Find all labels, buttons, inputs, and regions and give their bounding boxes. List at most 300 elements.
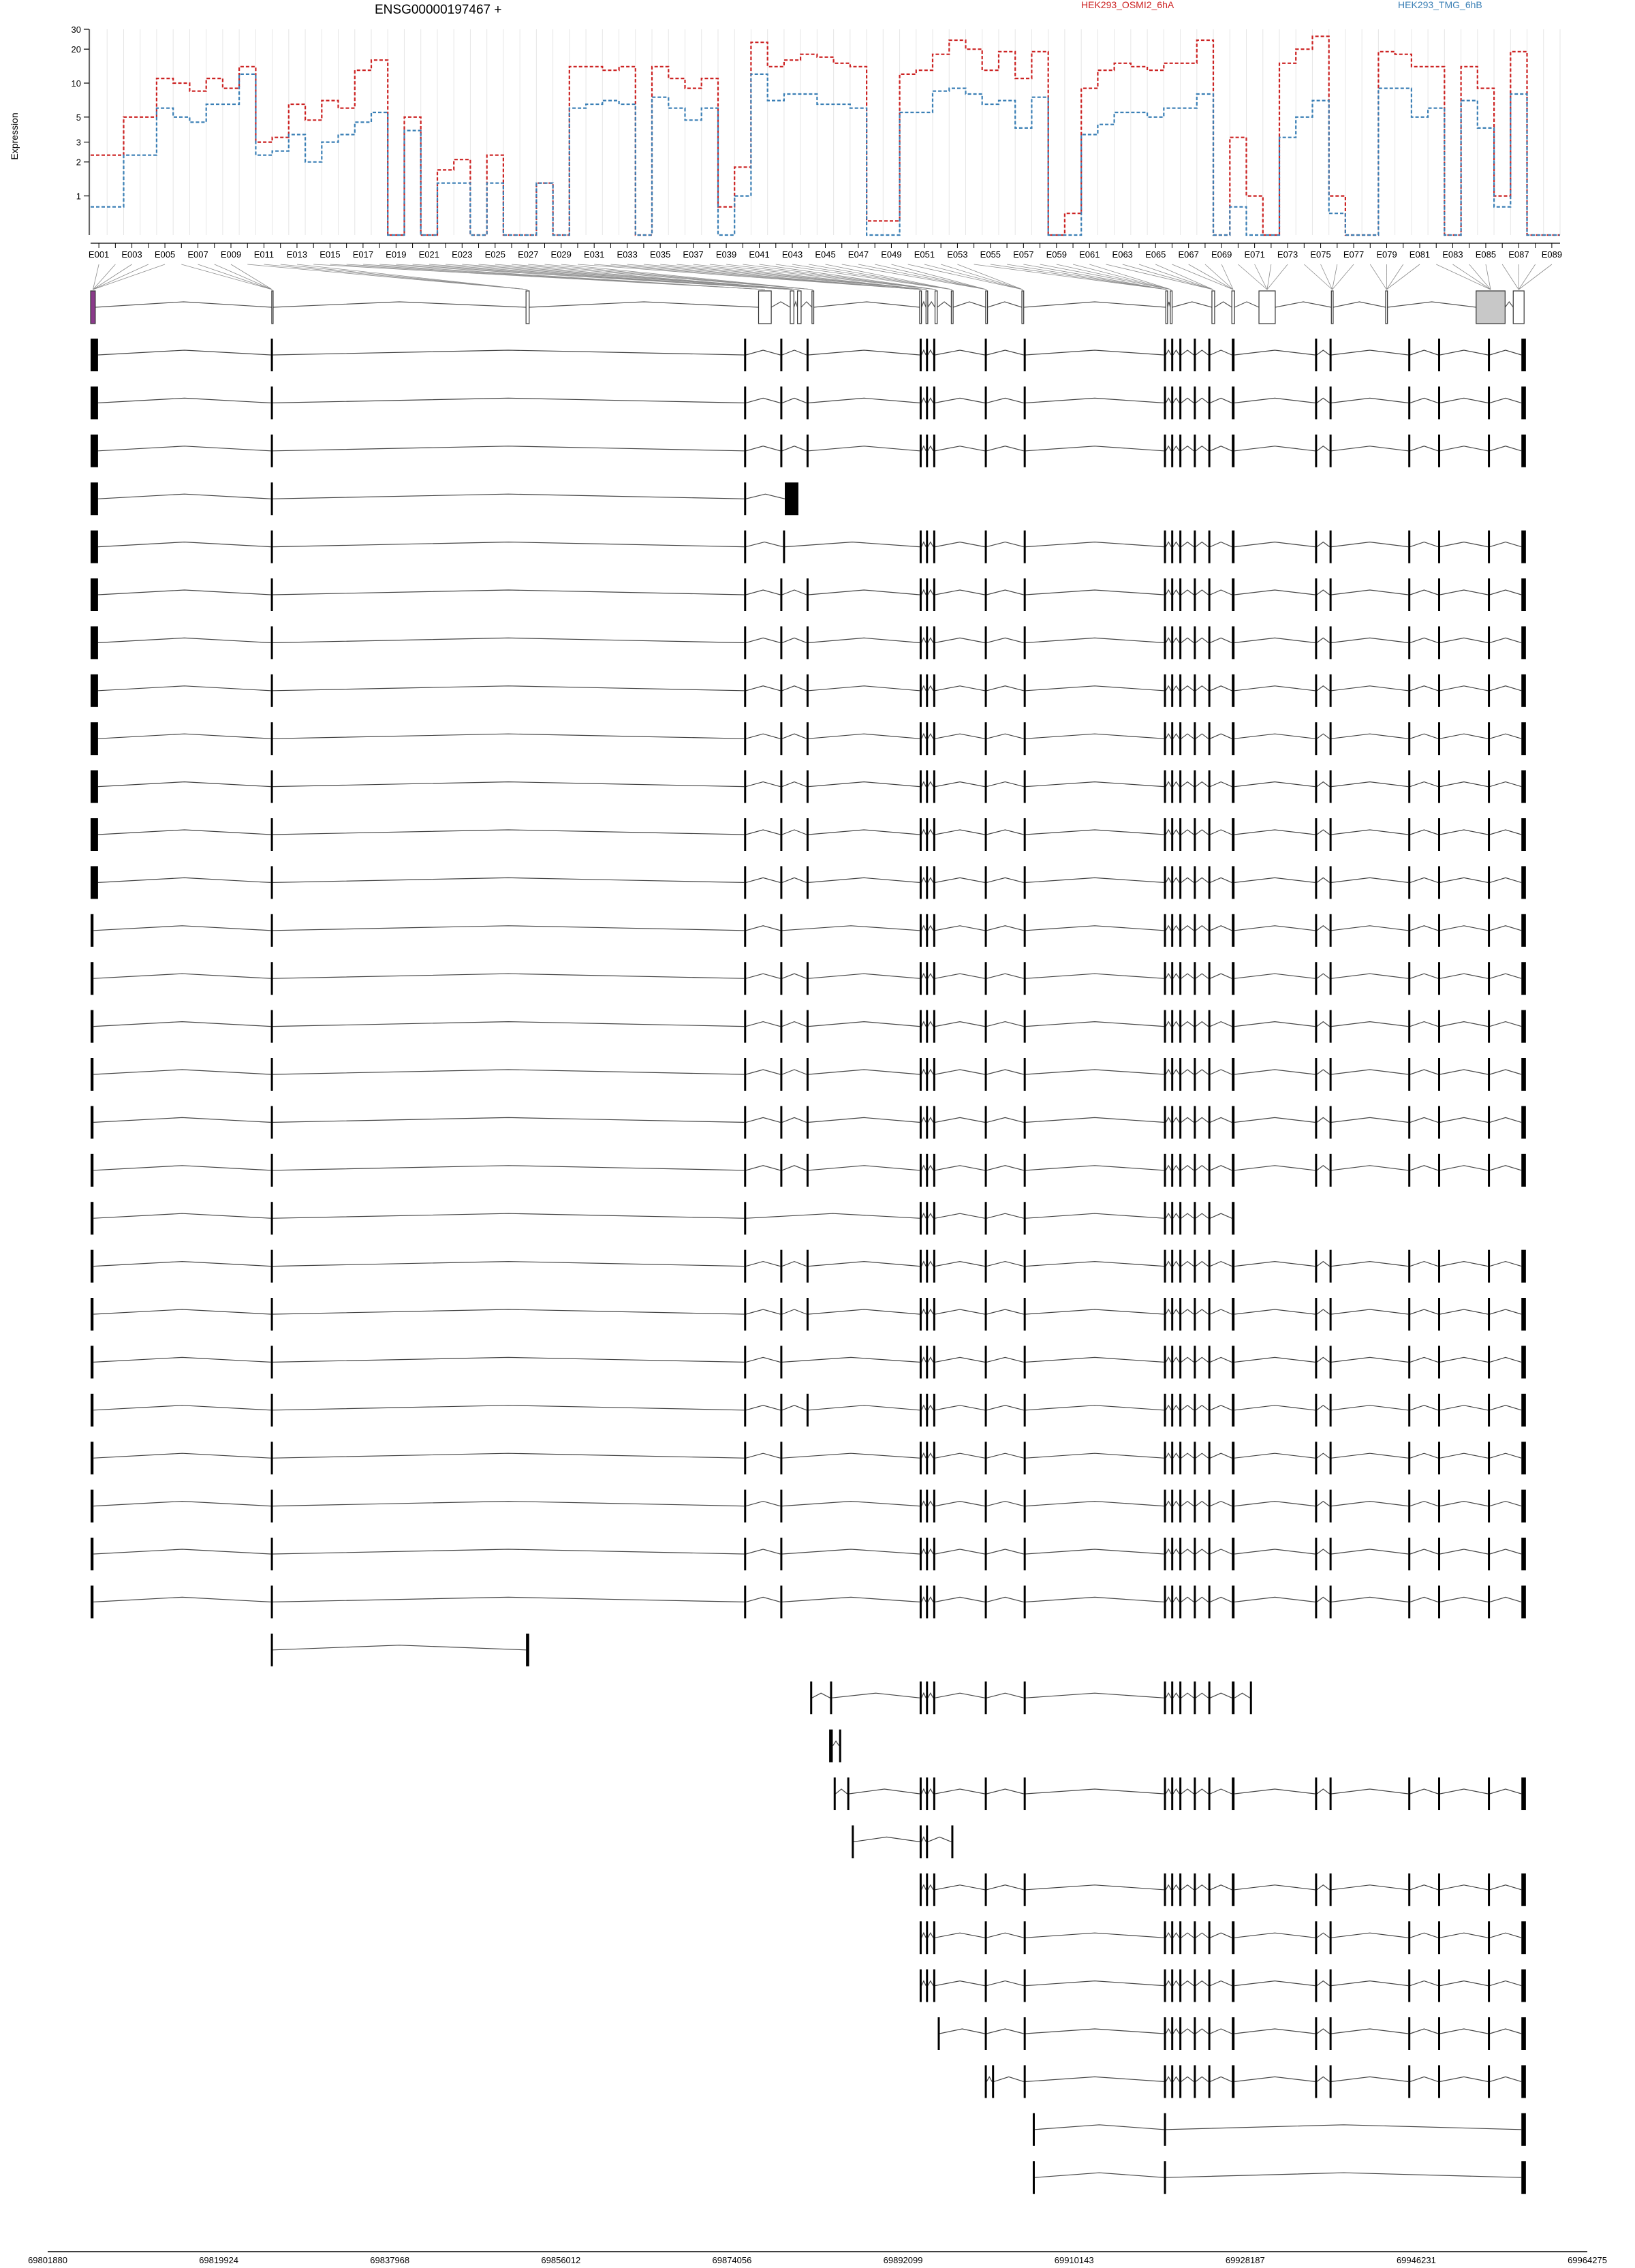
x-tick-label: E035 [649,249,671,260]
exon-block [91,1250,93,1283]
exon-block [1024,866,1026,899]
exon-block [807,1154,809,1187]
exon-block [1209,818,1211,851]
exon-block [920,674,922,707]
intron-line [98,398,271,403]
x-tick-label: E031 [584,249,605,260]
exon-block [926,1681,928,1714]
intron-line [922,1070,926,1074]
exon-block [1315,339,1317,371]
model-intron [794,302,797,307]
intron-line [746,974,780,978]
intron-line [986,1549,1023,1554]
model-intron [937,302,952,307]
intron-line [1317,446,1330,451]
intron-line [1210,1022,1232,1027]
y-tick-label: 3 [76,137,81,148]
transcript-row [920,1874,1526,1906]
intron-line [928,1885,933,1890]
intron-line [922,638,926,642]
exon-block [933,1298,935,1331]
exon-block [1194,866,1196,899]
intron-line [1210,638,1232,642]
exon-block [1315,386,1317,419]
exon-block [926,914,928,947]
exon-block [271,722,273,755]
exon-block [1209,962,1211,995]
transcript-row [91,771,1526,803]
exon-block [985,1394,987,1427]
exon-block [920,1777,922,1810]
x-tick-label: E073 [1277,249,1298,260]
exon-block [744,771,746,803]
intron-line [1490,1789,1521,1794]
exon-block [744,722,746,755]
exon-block [744,531,746,563]
exon-block [1232,1681,1234,1714]
exon-block [1521,1921,1526,1954]
intron-line [1234,1933,1315,1938]
exon-block [1179,1106,1181,1138]
intron-line [1196,877,1209,882]
exon-block [91,818,98,851]
intron-line [98,494,271,499]
intron-line [782,1597,920,1602]
exon-block [1438,1346,1440,1378]
transcript-row [91,1585,1526,1618]
exon-block [271,531,273,563]
intron-line [1331,590,1408,595]
intron-line [928,350,933,355]
x-tick-label: E061 [1079,249,1100,260]
transcript-row [91,339,1526,371]
intron-line [1196,542,1209,547]
exon-block [1315,2017,1317,2050]
exon-block [91,531,98,563]
intron-line [1173,1166,1179,1170]
intron-line [1166,2029,1171,2034]
intron-line [1025,926,1164,931]
intron-line [1440,926,1488,931]
intron-line [1181,1693,1194,1698]
exon-block [1209,1874,1211,1906]
intron-line [1166,1693,1171,1698]
exon-block [920,435,922,467]
intron-line [832,1741,839,1746]
intron-line [272,1405,744,1410]
intron-line [1025,1357,1164,1362]
exon-block [1024,1921,1026,1954]
intron-line [1234,830,1315,835]
intron-line [1440,2029,1488,2034]
exon-block [1330,626,1332,659]
intron-line [1025,1693,1164,1698]
y-tick-label: 20 [71,44,81,55]
intron-line [1490,1022,1521,1027]
exon-block [91,1298,93,1331]
intron-line [812,1693,830,1698]
intron-line [1173,1549,1179,1554]
genomic-tick-label: 69928187 [1225,2255,1265,2265]
intron-line [1234,1502,1315,1506]
intron-line [272,926,744,931]
exon-block [1024,674,1026,707]
intron-line [809,1405,920,1410]
exon-connector [1155,264,1213,290]
exon-block [1171,866,1173,899]
intron-line [1440,590,1488,595]
exon-block [1194,1154,1196,1187]
intron-line [922,877,926,882]
exon-block [920,1154,922,1187]
intron-line [809,974,920,978]
exon-block [1488,435,1490,467]
exon-block [1330,578,1332,611]
intron-line [1410,638,1438,642]
exon-block [1164,1058,1166,1091]
exon-block [1232,339,1234,371]
exon-block [271,914,273,947]
transcript-row [91,866,1526,899]
exon-block [1209,771,1211,803]
exon-block [1330,435,1332,467]
exon-block [1315,1298,1317,1331]
exon-block [985,1921,987,1954]
exon-block [780,1298,782,1331]
exon-block [1232,1250,1234,1283]
exon-block [1171,1106,1173,1138]
exon-block [744,482,746,515]
exon-block [1232,531,1234,563]
intron-line [782,1117,807,1122]
exon-block [1209,1106,1211,1138]
exon-block [1209,1681,1211,1714]
y-axis-label: Expression [9,112,20,160]
exon-block [1330,1490,1332,1523]
exon-block [1194,771,1196,803]
exon-block [1179,1394,1181,1427]
exon-block [1024,771,1026,803]
exon-connector [231,264,272,290]
intron-line [272,1070,744,1074]
intron-line [1410,1022,1438,1027]
intron-line [986,782,1023,787]
intron-line [98,542,271,547]
exon-block [1171,578,1173,611]
intron-line [1331,542,1408,547]
intron-line [922,1309,926,1314]
exon-connector [93,264,99,290]
exon-block [1164,1681,1166,1714]
intron-line [1234,1166,1315,1170]
exon-block [985,1346,987,1378]
intron-line [1234,542,1315,547]
x-tick-label: E077 [1343,249,1365,260]
exon-block [1408,435,1410,467]
intron-line [1196,1981,1209,1986]
intron-line [1166,1405,1171,1410]
intron-line [1196,1117,1209,1122]
intron-line [928,1070,933,1074]
exon-block [1024,1106,1026,1138]
intron-line [746,734,780,739]
exon-block [1438,1010,1440,1043]
exon-block [1330,1874,1332,1906]
series-lines [91,36,1560,235]
intron-line [986,590,1023,595]
model-exon [526,291,529,324]
intron-line [1025,1405,1164,1410]
exon-block [1232,1394,1234,1427]
intron-line [928,974,933,978]
exon-block [1488,1921,1490,1954]
exon-block [926,1874,928,1906]
intron-line [272,734,744,739]
exon-connector [1238,264,1267,290]
exon-block [1232,1010,1234,1043]
intron-line [1166,877,1171,882]
intron-line [1181,877,1194,882]
model-exon [1513,291,1524,324]
exon-block [1209,2017,1211,2050]
exon-block [920,914,922,947]
exon-block [1232,1106,1234,1138]
exon-block [1488,1585,1490,1618]
model-exon [926,291,928,324]
exon-block [1232,1538,1234,1570]
transcript-row [1033,2161,1526,2194]
exon-block [920,818,922,851]
exon-block [1408,531,1410,563]
intron-line [1317,830,1330,835]
intron-line [1331,1405,1408,1410]
intron-line [1490,1070,1521,1074]
intron-line [93,1070,270,1074]
intron-line [1490,686,1521,691]
exon-block [926,674,928,707]
intron-line [1331,734,1408,739]
intron-line [986,1357,1023,1362]
intron-line [1317,1789,1330,1794]
exon-block [1232,386,1234,419]
intron-line [922,1597,926,1602]
exon-block [1330,1777,1332,1810]
legend-entry-tmg: HEK293_TMG_6hB [1398,0,1482,10]
exon-block [933,339,935,371]
intron-line [986,974,1023,978]
exon-block [1330,818,1332,851]
exon-block [1315,1490,1317,1523]
intron-line [1210,830,1232,835]
exon-block [1164,674,1166,707]
exon-block [780,771,782,803]
exon-block [807,962,809,995]
intron-line [93,1022,270,1027]
intron-line [746,1309,780,1314]
intron-line [1440,1549,1488,1554]
intron-line [1440,1070,1488,1074]
intron-line [1181,2029,1194,2034]
intron-line [928,1502,933,1506]
intron-line [922,350,926,355]
exon-block [1179,531,1181,563]
exon-block [847,1777,850,1810]
exon-block [1521,1250,1526,1283]
exon-block [1315,531,1317,563]
exon-block [1488,339,1490,371]
intron-line [272,1309,744,1314]
intron-line [1210,542,1232,547]
transcript-row [91,1250,1526,1283]
exon-block [985,914,987,947]
exon-block [1194,626,1196,659]
intron-line [928,590,933,595]
exon-block [1024,1777,1026,1810]
intron-line [1234,638,1315,642]
x-tick-label: E069 [1211,249,1232,260]
intron-line [809,1309,920,1314]
exon-block [1408,722,1410,755]
intron-line [272,446,744,451]
exon-block [920,866,922,899]
intron-line [922,1453,926,1458]
exon-block [1408,1106,1410,1138]
exon-connector [1386,264,1403,290]
intron-line [986,1070,1023,1074]
intron-line [1440,734,1488,739]
exon-block [933,771,935,803]
intron-line [922,1022,926,1027]
exon-block [271,1298,273,1331]
intron-line [1331,1502,1408,1506]
intron-line [928,1213,933,1218]
exon-block [1024,1874,1026,1906]
exon-block [271,771,273,803]
exon-block [1408,2065,1410,2098]
exon-block [933,866,935,899]
intron-line [746,1502,780,1506]
intron-line [935,1981,985,1986]
exon-block [1232,1298,1234,1331]
intron-line [1410,926,1438,931]
exon-block [926,722,928,755]
intron-line [93,1405,270,1410]
exon-block [780,1106,782,1138]
intron-line [1181,1453,1194,1458]
exon-block [91,962,93,995]
model-intron [1505,302,1513,307]
exon-connector [941,264,1023,290]
exon-connector [1386,264,1420,290]
exon-block [1408,1298,1410,1331]
model-exon [986,291,988,324]
intron-line [746,398,780,403]
exon-block [1330,1442,1332,1474]
intron-line [1410,2029,1438,2034]
exon-block [985,531,987,563]
intron-line [93,1597,270,1602]
exon-block [744,674,746,707]
exon-block [1408,1921,1410,1954]
intron-line [935,1693,985,1698]
exon-block [926,1250,928,1283]
exon-block [985,771,987,803]
intron-line [986,542,1023,547]
intron-line [1490,1981,1521,1986]
genomic-tick-label: 69819924 [199,2255,239,2265]
exon-block [1171,2065,1173,2098]
exon-block [926,1058,928,1091]
exon-block [780,1058,782,1091]
intron-line [1210,398,1232,403]
intron-line [93,1166,270,1170]
exon-block [1488,1154,1490,1187]
intron-line [1440,1981,1488,1986]
intron-line [1490,2077,1521,2081]
exon-block [1164,1394,1166,1427]
exon-block [1315,866,1317,899]
intron-line [1196,830,1209,835]
genomic-tick-label: 69910143 [1054,2255,1094,2265]
exon-block [985,866,987,899]
intron-line [1234,686,1315,691]
intron-line [1317,350,1330,355]
exon-block [1209,722,1211,755]
intron-line [1234,1789,1315,1794]
exon-block [744,1585,746,1618]
transcript-row [271,1634,529,1666]
intron-line [922,542,926,547]
intron-line [935,782,985,787]
intron-line [746,926,780,931]
exon-block [1179,386,1181,419]
exon-block [1488,1250,1490,1283]
exon-block [783,531,785,563]
exon-block [933,1058,935,1091]
exon-block [1033,2161,1035,2194]
exon-block [1408,1154,1410,1187]
exon-block [1179,1202,1181,1234]
intron-line [928,877,933,882]
exon-block [1232,2017,1234,2050]
exon-connector [93,264,131,290]
model-intron [1024,302,1166,307]
intron-line [1025,1789,1164,1794]
exon-block [744,1058,746,1091]
intron-line [272,1549,744,1554]
exon-block [1438,2017,1440,2050]
intron-line [1181,734,1194,739]
exon-block [920,1106,922,1138]
exon-block [1194,1298,1196,1331]
exon-block [780,386,782,419]
exon-block [1330,531,1332,563]
transcript-row [852,1825,953,1858]
intron-line [746,1262,780,1267]
intron-line [1173,2077,1179,2081]
intron-line [1210,1789,1232,1794]
x-tick-label: E049 [881,249,902,260]
intron-line [1490,926,1521,931]
intron-line [928,1837,952,1842]
exon-block [926,1970,928,2002]
exon-block [1164,626,1166,659]
intron-line [922,1789,926,1794]
transcript-row [985,2065,1526,2098]
intron-line [272,1645,526,1650]
genomic-tick-label: 69964275 [1568,2255,1607,2265]
intron-line [986,1789,1023,1794]
